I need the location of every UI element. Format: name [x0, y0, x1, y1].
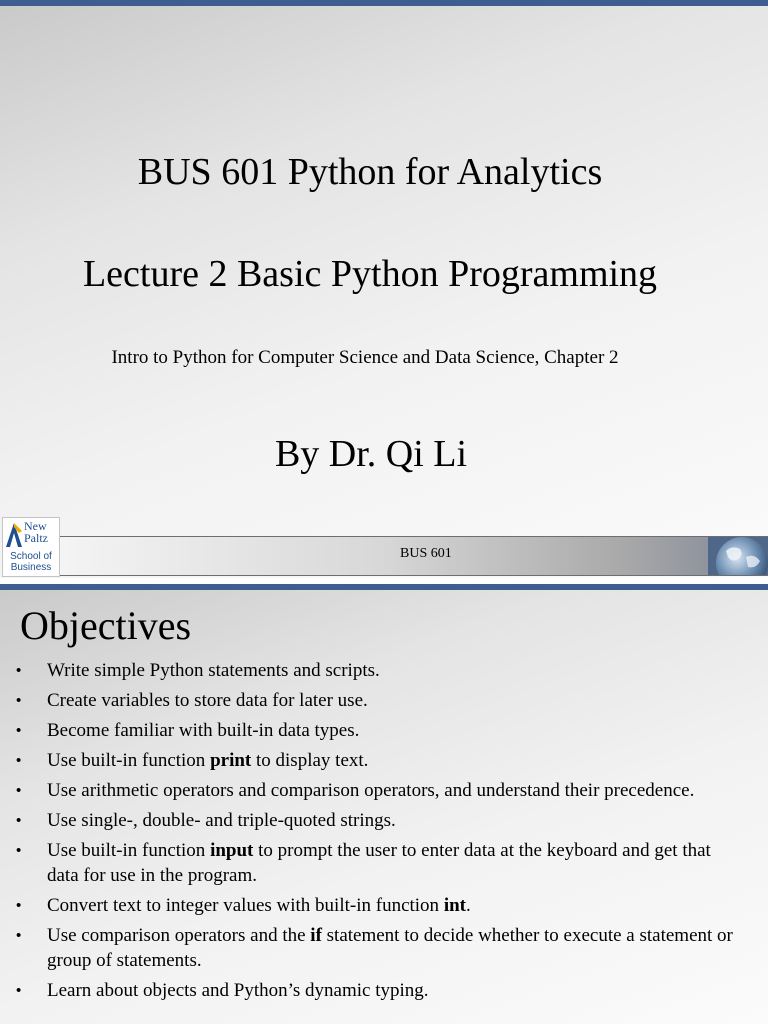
bullet-icon: •	[16, 662, 22, 679]
logo-text-new: New	[24, 519, 47, 533]
objective-item	[0, 778, 740, 803]
bullet-icon: •	[16, 812, 22, 829]
top-accent-rule	[0, 0, 768, 6]
slide-footer-bar	[60, 536, 768, 576]
objective-item	[0, 893, 740, 918]
objective-text: Learn about objects and Python’s dynamic typing.	[47, 980, 429, 1001]
objective-text: Create variables to store data for later use.	[47, 690, 368, 711]
objective-text: Use comparison operators and the	[47, 925, 311, 946]
objective-text-tail: to display text.	[251, 750, 369, 771]
author-line: By Dr. Qi Li	[274, 433, 468, 475]
objective-text: Use single-, double- and triple-quoted strings.	[47, 810, 396, 831]
objective-item	[0, 923, 740, 973]
objectives-title: Objectives	[20, 603, 192, 648]
new-paltz-logo-icon	[6, 521, 22, 547]
objective-item	[0, 658, 740, 683]
logo-text-business: Business	[10, 562, 52, 573]
objective-item	[0, 838, 740, 888]
bullet-icon: •	[16, 982, 22, 999]
objective-keyword: if	[310, 925, 322, 946]
objective-item	[0, 688, 740, 713]
globe-icon	[708, 537, 768, 575]
lecture-title: Lecture 2 Basic Python Programming	[82, 253, 658, 295]
bullet-icon: •	[16, 782, 22, 799]
objective-text: Use built-in function	[47, 750, 211, 771]
bullet-icon: •	[16, 842, 22, 859]
new-paltz-logo	[2, 517, 60, 577]
bullet-icon: •	[16, 752, 22, 769]
objectives-list	[0, 658, 740, 1008]
textbook-subtitle: Intro to Python for Computer Science and Data Science, Chapter 2	[111, 347, 619, 368]
objectives-slide	[0, 584, 768, 1024]
objective-text: Become familiar with built-in data types.	[47, 720, 360, 741]
bullet-icon: •	[16, 897, 22, 914]
objective-text-tail: .	[466, 895, 471, 916]
objective-keyword: input	[210, 840, 254, 861]
logo-text-school: School of	[10, 551, 52, 562]
objective-text: Convert text to integer values with built-in function	[47, 895, 444, 916]
objective-item	[0, 978, 740, 1003]
objective-item	[0, 718, 740, 743]
objective-text: Use built-in function	[47, 840, 211, 861]
objective-item	[0, 748, 740, 773]
logo-text-paltz: Paltz	[24, 531, 48, 545]
course-title: BUS 601 Python for Analytics	[137, 151, 603, 193]
objective-text: Use arithmetic operators and comparison operators, and understand their precedence.	[47, 780, 695, 801]
objective-item	[0, 808, 740, 833]
bullet-icon: •	[16, 692, 22, 709]
top-accent-rule	[0, 584, 768, 590]
footer-course-label: BUS 601	[400, 546, 452, 561]
bullet-icon: •	[16, 927, 22, 944]
objective-text: Write simple Python statements and scripts.	[47, 660, 380, 681]
objective-keyword: print	[210, 750, 252, 771]
objective-keyword: int	[443, 895, 466, 916]
bullet-icon: •	[16, 722, 22, 739]
objective-text-tail: to prompt the user to enter data at the keyboard and get that data for use in the program.	[47, 840, 711, 886]
objective-text-tail: statement to decide whether to execute a statement or group of statements.	[47, 925, 733, 971]
